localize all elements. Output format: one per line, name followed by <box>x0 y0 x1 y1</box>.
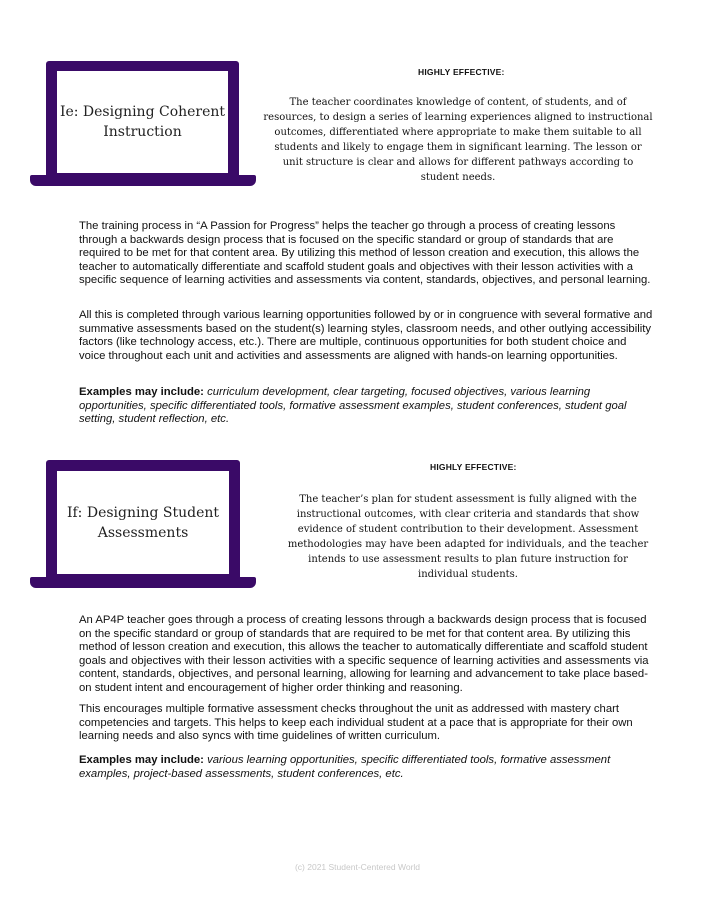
rating-text-if: The teacher’s plan for student assessment is fully aligned with the instructional outcomes, with clear criteria and standards that show evidence of student contribution to their development. Assessment methodologies may have been adapted for individuals, and the teacher intends to use assessment results to plan future instruction for individual students. <box>287 494 649 580</box>
laptop-base <box>30 577 256 588</box>
card-title-line-2: Assessments <box>97 524 189 541</box>
examples-text: curriculum development, clear targeting, focused objectives, various learning opportunities, specific differentiated tools, formative assessment examples, student conferences, student goal setting, student reflection, etc. <box>79 386 627 425</box>
examples-label: Examples may include: <box>79 754 204 766</box>
card-title-if <box>57 471 229 574</box>
paragraph-if-1: An AP4P teacher goes through a process of creating lessons through a backwards design process that is focused on the specific standard or group of standards that are required to be met for that content area. By utilizing this method of lesson creation and execution, this allows the teacher to automatically differentiate and scaffold student goals and objectives with their lesson activities with a specific sequence of learning activities and assessments via content, standards, objectives, and personal learning, allowing for learning and advancement to take place based-on student intent and encouragement of higher order thinking and reasoning. <box>79 614 649 694</box>
card-title-line-1: Ie: Designing Coherent <box>59 104 226 120</box>
paragraph-ie-1: The training process in “A Passion for Progress” helps the teacher go through a process of creating lessons through a backwards design process that is focused on the specific standard or group of standards that are required to be met for that content area. By utilizing this method of lesson creation and execution, this allows the teacher to automatically differentiate and scaffold student goals and objectives with their lesson activities with a specific sequence of learning activities and assessments via content, standards, objectives, and personal learning. <box>79 220 651 286</box>
rating-label-if: HIGHLY EFFECTIVE: <box>430 462 517 472</box>
laptop-card-ie <box>30 61 256 186</box>
card-title-line-2: Instruction <box>103 124 182 140</box>
paragraph-if-2: This encourages multiple formative assessment checks throughout the unit as addressed with mastery chart competencies and targets. This helps to keep each individual student at a pace that is appropriate for their own learning needs and also syncs with time guidelines of written curriculum. <box>79 703 633 742</box>
laptop-base <box>30 175 256 186</box>
rating-text-ie: The teacher coordinates knowledge of content, of students, and of resources, to design a series of learning experiences aligned to instructional outcomes, differentiated where appropriate to make them suitable to all students and likely to engage them in significant learning. The lesson or unit structure is clear and allows for different pathways according to student needs. <box>263 97 653 183</box>
paragraph-ie-2: All this is completed through various learning opportunities followed by or in congruence with several formative and summative assessments based on the student(s) learning styles, classroom needs, and other outlying accessibility factors (like technology access, etc.). There are multiple, continuous opportunities for both student choice and voice throughout each unit and activities and assessments are aligned with hands-on learning opportunities. <box>79 309 653 362</box>
examples-if <box>79 754 654 781</box>
examples-text: various learning opportunities, specific differentiated tools, formative assessment examples, project-based assessments, student conferences, etc. <box>79 754 611 780</box>
card-title-line-1: If: Designing Student <box>66 504 220 521</box>
rating-label-ie: HIGHLY EFFECTIVE: <box>418 67 505 77</box>
laptop-card-if <box>30 460 256 588</box>
examples-label: Examples may include: <box>79 386 204 398</box>
examples-ie <box>79 386 654 427</box>
footer-copyright: (c) 2021 Student-Centered World <box>294 862 421 872</box>
card-title-ie <box>57 71 228 173</box>
